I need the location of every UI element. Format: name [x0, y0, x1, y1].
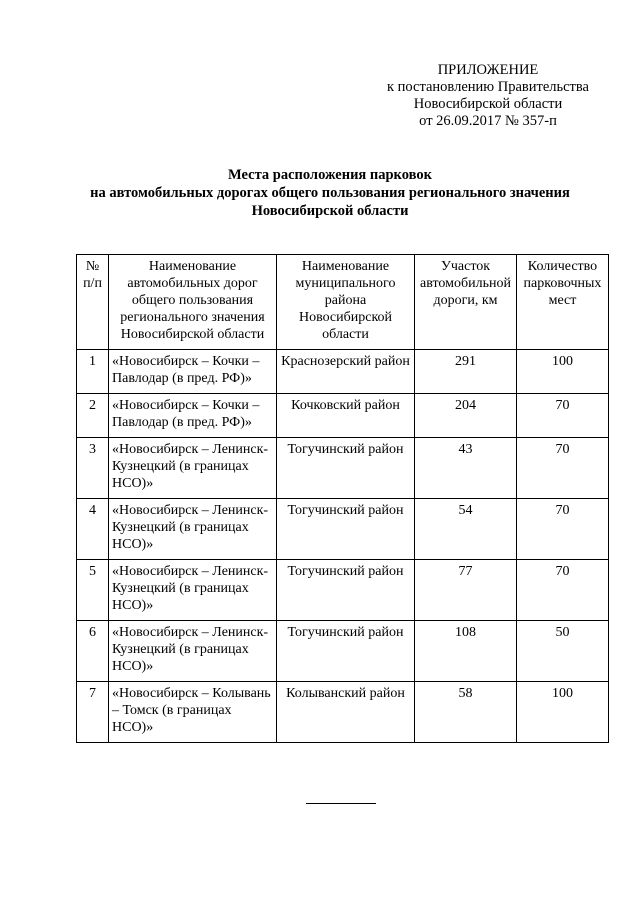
table-row [77, 394, 609, 438]
row-parking-count: 70 [517, 394, 609, 438]
row-road-name: «Новосибирск – Ленинск-Кузнецкий (в границах НСО)» [109, 560, 277, 621]
row-road-km: 43 [415, 438, 517, 499]
row-district: Кочковский район [277, 394, 415, 438]
row-road-km: 54 [415, 499, 517, 560]
parking-table [76, 254, 609, 743]
row-number: 2 [77, 394, 109, 438]
row-road-km: 291 [415, 350, 517, 394]
title-line-3: Новосибирской области [251, 203, 409, 219]
row-number: 1 [77, 350, 109, 394]
title-line-1: Места расположения парковок [228, 167, 432, 183]
header-km: Участок автомобильной дороги, км [415, 255, 517, 350]
row-district: Краснозерский район [277, 350, 415, 394]
row-parking-count: 100 [517, 350, 609, 394]
row-road-name: «Новосибирск – Кочки – Павлодар (в пред. РФ)» [109, 394, 277, 438]
row-road-km: 77 [415, 560, 517, 621]
row-number: 3 [77, 438, 109, 499]
appendix-date-number: от 26.09.2017 № 357-п [419, 113, 557, 129]
row-road-name: «Новосибирск – Ленинск-Кузнецкий (в границах НСО)» [109, 621, 277, 682]
table-header-row [77, 255, 609, 350]
row-road-name: «Новосибирск – Ленинск-Кузнецкий (в границах НСО)» [109, 499, 277, 560]
row-number: 4 [77, 499, 109, 560]
row-parking-count: 70 [517, 438, 609, 499]
table-row [77, 438, 609, 499]
row-district: Тогучинский район [277, 499, 415, 560]
row-parking-count: 70 [517, 560, 609, 621]
header-count: Количество парковочных мест [517, 255, 609, 350]
row-parking-count: 100 [517, 682, 609, 743]
row-district: Тогучинский район [277, 560, 415, 621]
row-district: Колыванский район [277, 682, 415, 743]
appendix-label: ПРИЛОЖЕНИЕ [437, 62, 539, 78]
appendix-region: Новосибирской области [413, 96, 563, 112]
row-road-name: «Новосибирск – Кочки – Павлодар (в пред. РФ)» [109, 350, 277, 394]
row-road-km: 108 [415, 621, 517, 682]
table-row [77, 682, 609, 743]
row-road-km: 58 [415, 682, 517, 743]
appendix-resolution: к постановлению Правительства [387, 79, 589, 95]
closing-line-divider [306, 803, 376, 804]
header-district: Наименование муниципального района Новосибирской области [277, 255, 415, 350]
row-parking-count: 70 [517, 499, 609, 560]
header-road: Наименование автомобильных дорог общего пользования регионального значения Новосибирской области [109, 255, 277, 350]
table-row [77, 560, 609, 621]
appendix-header [368, 62, 608, 130]
document-title [60, 166, 600, 220]
table-row [77, 350, 609, 394]
row-district: Тогучинский район [277, 438, 415, 499]
table-row [77, 621, 609, 682]
title-line-2: на автомобильных дорогах общего пользования регионального значения [90, 185, 570, 201]
row-number: 7 [77, 682, 109, 743]
row-district: Тогучинский район [277, 621, 415, 682]
table-row [77, 499, 609, 560]
row-number: 6 [77, 621, 109, 682]
row-parking-count: 50 [517, 621, 609, 682]
row-road-name: «Новосибирск – Ленинск-Кузнецкий (в границах НСО)» [109, 438, 277, 499]
row-road-km: 204 [415, 394, 517, 438]
row-road-name: «Новосибирск – Колывань – Томск (в границах НСО)» [109, 682, 277, 743]
header-num: № п/п [77, 255, 109, 350]
row-number: 5 [77, 560, 109, 621]
